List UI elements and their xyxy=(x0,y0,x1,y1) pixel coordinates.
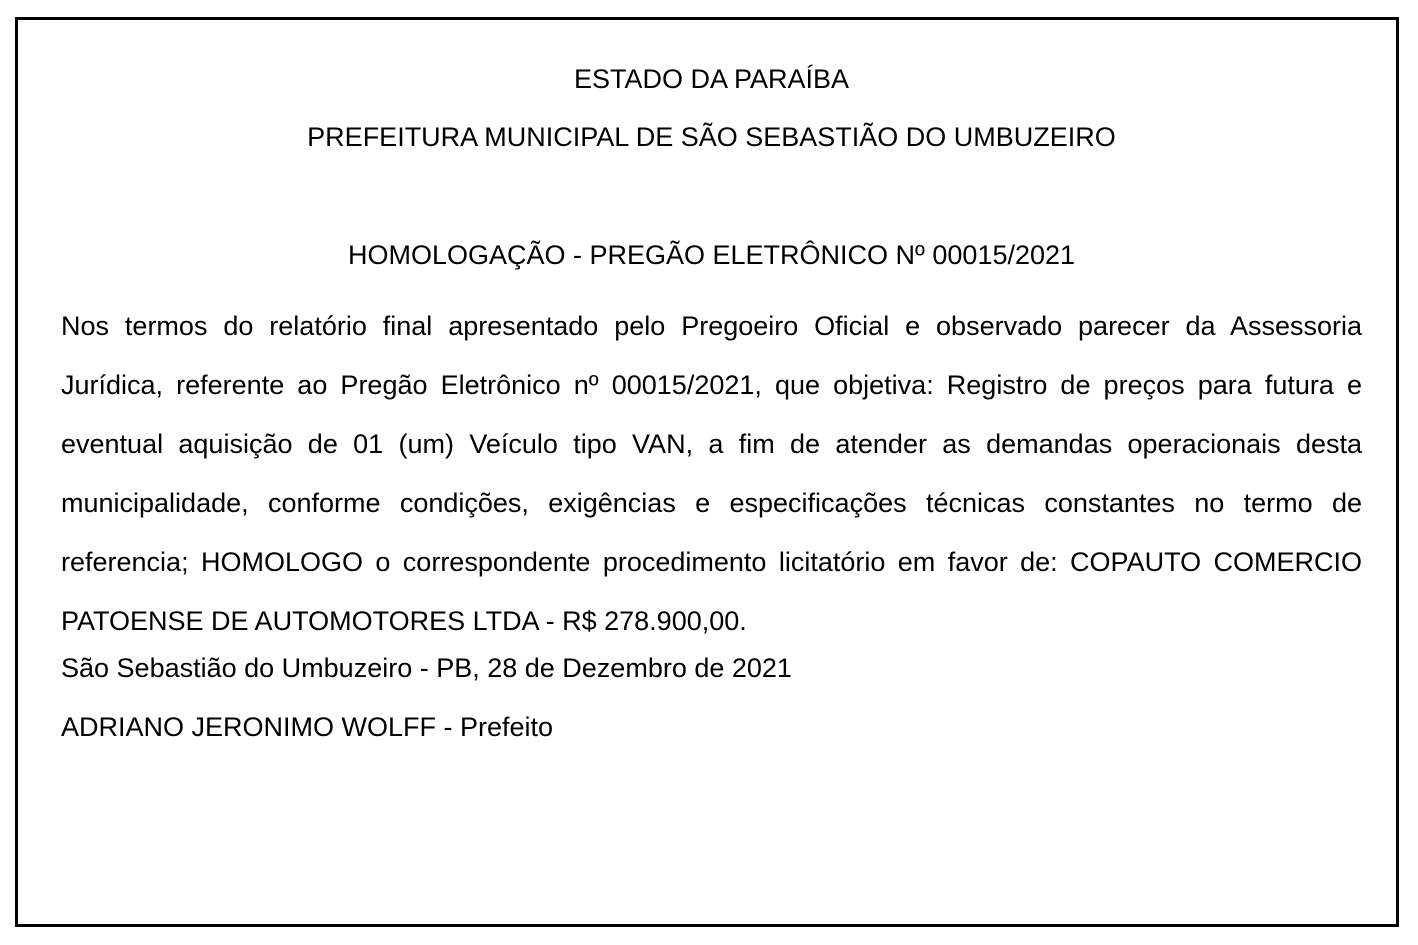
signature: ADRIANO JERONIMO WOLFF - Prefeito xyxy=(61,712,554,742)
municipality-heading: PREFEITURA MUNICIPAL DE SÃO SEBASTIÃO DO UMBUZEIRO xyxy=(307,122,1116,152)
document-frame xyxy=(15,17,1399,927)
state-heading: ESTADO DA PARAÍBA xyxy=(573,64,850,94)
notice-body: Nos termos do relatório final apresentado pelo Pregoeiro Oficial e observado parecer da Assessoria Jurídica, referente ao Pregão Eletrônico nº 00015/2021, que objetiva: Registro de preços para futura e eventual aquisição de 01 (um) Veículo tipo VAN, a fim de atender as demandas operacionais desta municipalidade, conforme condições, exigências e especificações técnicas constantes no termo de referencia; HOMOLOGO o correspondente procedimento licitatório em favor de: COPAUTO COMERCIO PATOENSE DE AUTOMOTORES LTDA - R$ 278.900,00. xyxy=(61,311,1362,636)
place-date: São Sebastião do Umbuzeiro - PB, 28 de Dezembro de 2021 xyxy=(61,653,792,683)
notice-title: HOMOLOGAÇÃO - PREGÃO ELETRÔNICO Nº 00015/2021 xyxy=(347,240,1076,270)
